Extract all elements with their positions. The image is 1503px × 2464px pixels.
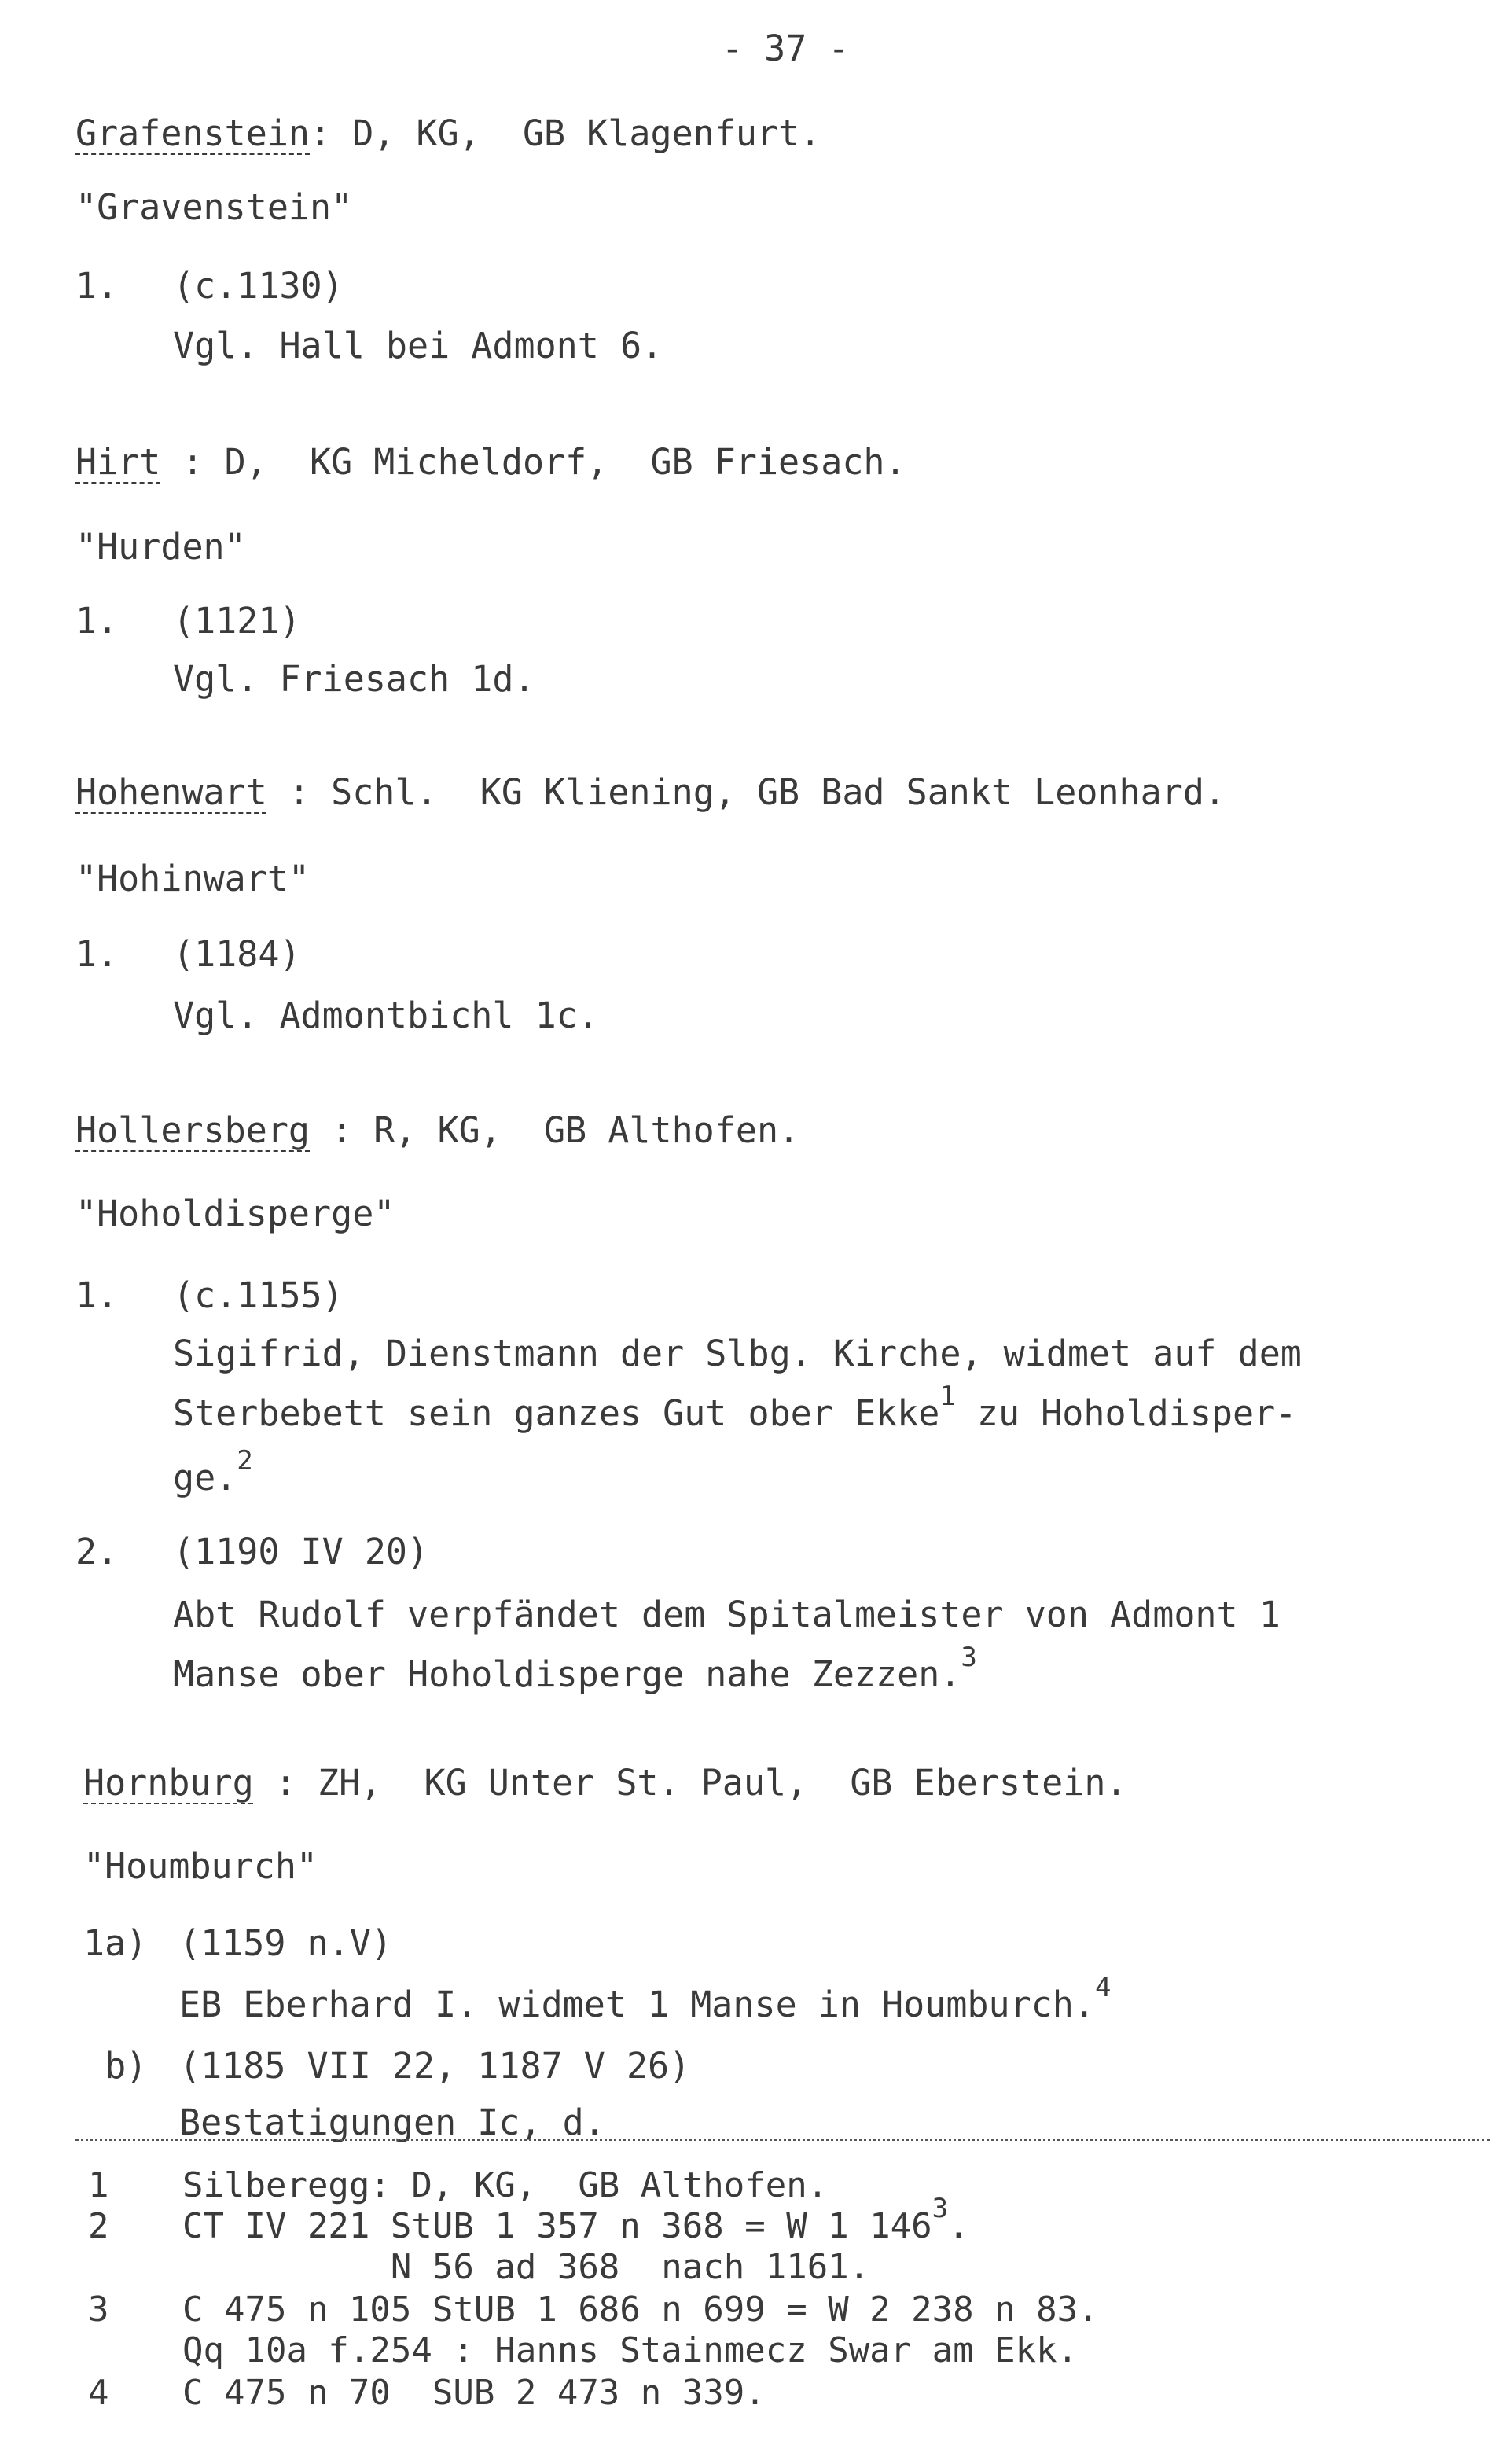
historic-name: "Hurden" xyxy=(75,526,246,568)
item-text-part: EB Eberhard I. widmet 1 Manse in Houmburch. xyxy=(179,1984,1095,2025)
historic-name: "Hoholdisperge" xyxy=(75,1193,395,1234)
entry-headword: Hirt xyxy=(75,441,161,483)
item-number: 1a) xyxy=(83,1922,148,1964)
item-number: 1. xyxy=(75,265,119,307)
entry-description: : R, KG, GB Althofen. xyxy=(331,1109,800,1151)
footnote-text: C 475 n 70 SUB 2 473 n 339. xyxy=(182,2373,766,2413)
footnote-marker: 1 xyxy=(939,1381,956,1412)
item-text: Vgl. Hall bei Admont 6. xyxy=(173,325,663,366)
item-date: (1190 IV 20) xyxy=(173,1531,429,1572)
footnote-marker: 3 xyxy=(961,1642,977,1673)
entry-description: : ZH, KG Unter St. Paul, GB Eberstein. xyxy=(274,1762,1127,1804)
entry-description: : D, KG, GB Klagenfurt. xyxy=(310,112,821,154)
item-number: b) xyxy=(83,2045,148,2087)
entry-heading-line xyxy=(75,770,1226,815)
footnote-text: Silberegg: D, KG, GB Althofen. xyxy=(182,2165,829,2205)
item-date: (1185 VII 22, 1187 V 26) xyxy=(179,2045,691,2087)
footnote-divider xyxy=(75,2139,1490,2141)
footnote-number: 2 xyxy=(88,2206,109,2246)
entry-heading-line xyxy=(83,1761,1127,1805)
item-number: 1. xyxy=(75,933,119,975)
entry-headword: Hollersberg xyxy=(75,1109,311,1151)
item-number: 1. xyxy=(75,600,119,642)
footnote-text: Qq 10a f.254 : Hanns Stainmecz Swar am Ekk. xyxy=(182,2330,1079,2370)
item-date: (1121) xyxy=(173,600,301,642)
item-number: 1. xyxy=(75,1274,119,1316)
item-text: Bestatigungen Ic, d. xyxy=(179,2102,605,2143)
entry-heading-line xyxy=(75,1109,799,1153)
historic-name: "Gravenstein" xyxy=(75,186,353,228)
item-date: (1159 n.V) xyxy=(179,1922,392,1964)
footnote-marker: 3 xyxy=(932,2193,949,2224)
item-text xyxy=(179,1972,1112,2030)
item-text-part: zu Hoholdisper- xyxy=(955,1392,1297,1434)
entry-description: : Schl. KG Kliening, GB Bad Sankt Leonhard. xyxy=(288,771,1226,813)
footnote-number: 4 xyxy=(88,2373,109,2413)
entry-description: : D, KG Micheldorf, GB Friesach. xyxy=(182,441,906,483)
footnote-text: C 475 n 105 StUB 1 686 n 699 = W 2 238 n 83. xyxy=(182,2289,1099,2330)
entry-headword: Hornburg xyxy=(83,1762,254,1804)
item-text-part: ge. xyxy=(173,1457,237,1499)
historic-name: "Houmburch" xyxy=(83,1845,318,1887)
footnote-number: 3 xyxy=(88,2289,109,2330)
footnote-number: 1 xyxy=(88,2165,109,2205)
item-date: (c.1155) xyxy=(173,1274,344,1316)
item-text-part: Sterbebett sein ganzes Gut ober Ekke xyxy=(173,1392,940,1434)
item-text: Vgl. Friesach 1d. xyxy=(173,658,535,700)
item-date: (c.1130) xyxy=(173,265,344,307)
item-text-part: Manse ober Hoholdisperge nahe Zezzen. xyxy=(173,1653,961,1695)
entry-heading-line xyxy=(75,112,821,156)
footnote-text xyxy=(182,2193,969,2249)
entry-heading-line xyxy=(75,440,906,484)
item-text xyxy=(173,1381,1297,1439)
entry-headword: Grafenstein xyxy=(75,112,311,154)
item-text: Abt Rudolf verpfändet dem Spitalmeister von Admont 1 xyxy=(173,1594,1281,1635)
footnote-text-part: CT IV 221 StUB 1 357 n 368 = W 1 146 xyxy=(182,2206,932,2246)
footnote-text: N 56 ad 368 nach 1161. xyxy=(182,2247,870,2287)
item-number: 2. xyxy=(75,1531,119,1572)
footnote-marker: 4 xyxy=(1094,1972,1112,2003)
historic-name: "Hohinwart" xyxy=(75,858,311,899)
page-number: - 37 - xyxy=(722,28,850,69)
footnote-marker: 2 xyxy=(237,1445,253,1477)
entry-headword: Hohenwart xyxy=(75,771,267,813)
item-text xyxy=(173,1642,977,1700)
item-text xyxy=(173,1445,253,1503)
footnote-text-part: . xyxy=(948,2206,969,2246)
item-text: Sigifrid, Dienstmann der Slbg. Kirche, widmet auf dem xyxy=(173,1333,1302,1374)
item-date: (1184) xyxy=(173,933,301,975)
item-text: Vgl. Admontbichl 1c. xyxy=(173,995,599,1036)
